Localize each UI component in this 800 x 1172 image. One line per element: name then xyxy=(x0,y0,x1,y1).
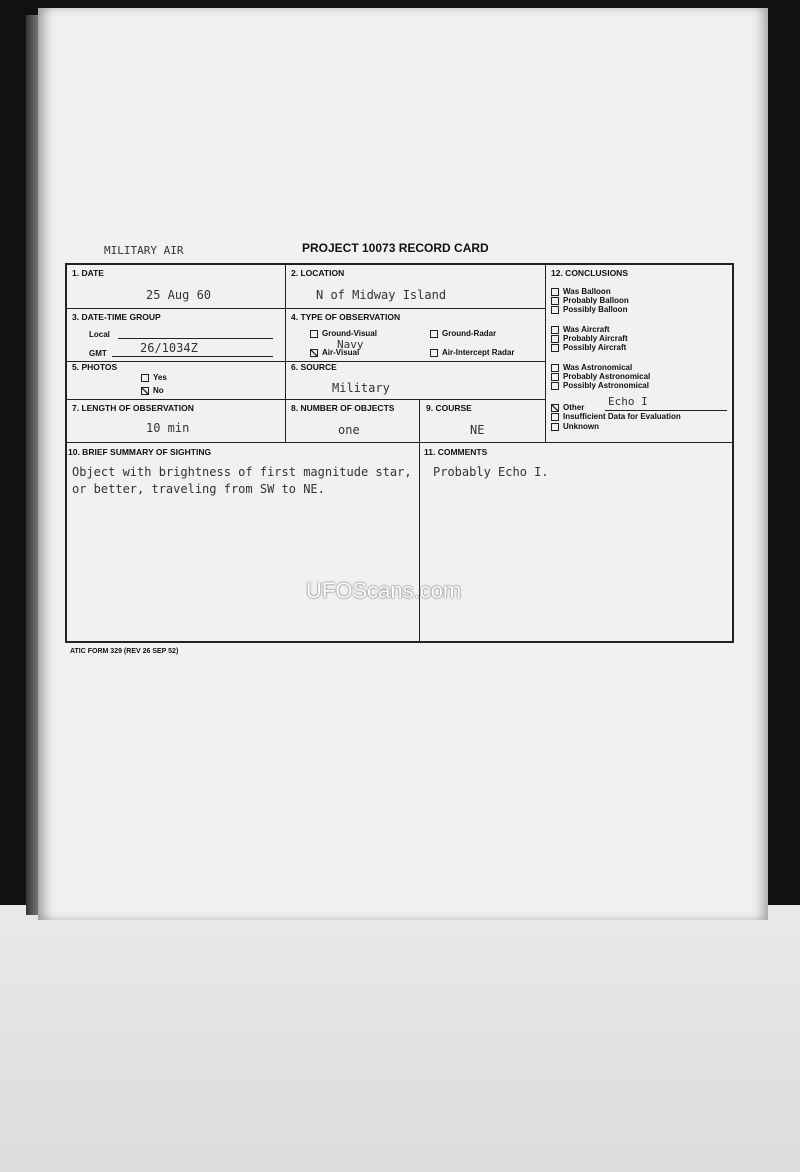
course-value: NE xyxy=(470,423,485,437)
conclusions-label: 12. CONCLUSIONS xyxy=(551,268,628,278)
objects-label: 8. NUMBER OF OBJECTS xyxy=(291,403,395,413)
conclusion-insufficient: Insufficient Data for Evaluation xyxy=(551,412,681,421)
ground-visual-checkbox xyxy=(310,330,318,338)
divider-v3 xyxy=(419,399,420,642)
type-air-visual: Air-Visual xyxy=(310,348,359,357)
conclusion-checkbox xyxy=(551,306,559,314)
conclusion-checkbox xyxy=(551,344,559,352)
other-checkbox xyxy=(551,404,559,412)
unknown-checkbox xyxy=(551,423,559,431)
location-label: 2. LOCATION xyxy=(291,268,345,278)
photos-label: 5. PHOTOS xyxy=(72,362,118,372)
record-card-sheet xyxy=(38,8,768,920)
frame-bottom xyxy=(65,641,734,643)
air-intercept-checkbox xyxy=(430,349,438,357)
conclusions-list xyxy=(551,287,650,390)
photos-yes: Yes xyxy=(141,373,167,382)
photos-no: No xyxy=(141,386,164,395)
conclusion-checkbox xyxy=(551,288,559,296)
conclusion-item: Probably Balloon xyxy=(551,296,650,305)
other-line xyxy=(605,410,727,411)
summary-line-1: Object with brightness of first magnitude star, xyxy=(72,465,412,479)
conclusion-item: Was Balloon xyxy=(551,287,650,296)
length-value: 10 min xyxy=(146,421,190,435)
conclusion-checkbox xyxy=(551,335,559,343)
ground-radar-checkbox xyxy=(430,330,438,338)
conclusion-item: Probably Aircraft xyxy=(551,334,650,343)
length-label: 7. LENGTH OF OBSERVATION xyxy=(72,403,194,413)
conclusion-unknown: Unknown xyxy=(551,422,599,431)
type-ground-visual: Ground-Visual xyxy=(310,329,377,338)
type-ground-radar: Ground-Radar xyxy=(430,329,496,338)
conclusion-checkbox xyxy=(551,364,559,372)
air-visual-checkbox xyxy=(310,349,318,357)
summary-line-2: or better, traveling from SW to NE. xyxy=(72,482,325,496)
frame-top xyxy=(65,263,733,265)
dtg-local-label: Local xyxy=(89,330,110,339)
conclusion-checkbox xyxy=(551,382,559,390)
frame-left xyxy=(65,263,67,643)
origin-stamp: MILITARY AIR xyxy=(104,244,184,257)
card-title: PROJECT 10073 RECORD CARD xyxy=(302,241,489,255)
comments-label: 11. COMMENTS xyxy=(424,447,488,457)
date-value: 25 Aug 60 xyxy=(146,288,212,302)
course-label: 9. COURSE xyxy=(426,403,472,413)
summary-label: 10. BRIEF SUMMARY OF SIGHTING xyxy=(68,447,212,457)
conclusion-checkbox xyxy=(551,373,559,381)
conclusion-checkbox xyxy=(551,326,559,334)
divider-h3 xyxy=(65,399,545,400)
conclusion-checkbox xyxy=(551,297,559,305)
conclusion-other: Other xyxy=(551,403,584,412)
frame-right xyxy=(732,263,734,643)
backing-board xyxy=(0,905,800,1172)
source-label: 6. SOURCE xyxy=(291,362,337,372)
divider-h1 xyxy=(65,308,545,309)
source-value: Military xyxy=(332,381,390,395)
dtg-gmt-value: 26/1034Z xyxy=(140,341,198,355)
dtg-label: 3. DATE-TIME GROUP xyxy=(72,312,161,322)
form-id: ATIC FORM 329 (REV 26 SEP 52) xyxy=(70,648,179,655)
conclusion-item: Possibly Balloon xyxy=(551,305,650,314)
location-value: N of Midway Island xyxy=(316,288,447,302)
type-air-intercept: Air-Intercept Radar xyxy=(430,348,514,357)
dtg-gmt-line xyxy=(112,356,273,357)
type-label: 4. TYPE OF OBSERVATION xyxy=(291,312,401,322)
type-note: Navy xyxy=(337,338,364,351)
other-value: Echo I xyxy=(608,395,648,408)
photos-yes-checkbox xyxy=(141,374,149,382)
conclusion-item: Was Astronomical xyxy=(551,363,650,372)
conclusion-item: Possibly Aircraft xyxy=(551,343,650,352)
conclusion-item: Probably Astronomical xyxy=(551,372,650,381)
conclusion-item: Possibly Astronomical xyxy=(551,381,650,390)
dtg-gmt-label: GMT xyxy=(89,349,107,358)
objects-value: one xyxy=(338,423,360,437)
conclusion-item: Was Aircraft xyxy=(551,325,650,334)
photos-no-checkbox xyxy=(141,387,149,395)
divider-v2 xyxy=(545,263,546,442)
divider-h4 xyxy=(65,442,733,443)
watermark: UFOScans.com xyxy=(306,578,462,603)
dtg-local-line xyxy=(118,338,273,339)
insufficient-checkbox xyxy=(551,413,559,421)
divider-v1 xyxy=(285,263,286,442)
date-label: 1. DATE xyxy=(72,268,104,278)
comments-value: Probably Echo I. xyxy=(433,465,549,479)
